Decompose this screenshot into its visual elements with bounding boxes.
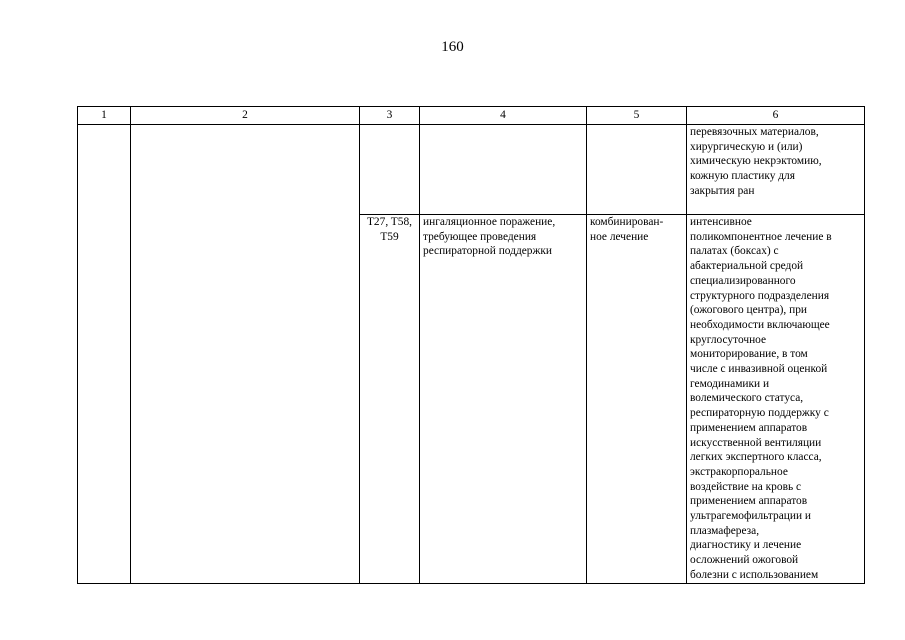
medical-care-table xyxy=(77,106,865,584)
text-line: T59 xyxy=(380,230,399,243)
text-line: ингаляционное поражение, xyxy=(423,216,556,228)
text-line: легких экспертного класса, xyxy=(690,451,822,464)
text-line: T27, T58, xyxy=(366,216,413,228)
text-line: волемического статуса, xyxy=(690,392,804,405)
text-line: (ожогового центра), при xyxy=(690,304,807,317)
text-line: ультрагемофильтрации и xyxy=(690,510,812,523)
text-line: числе с инвазивной оценкой xyxy=(690,363,828,376)
text-line: применением аппаратов xyxy=(690,495,808,508)
text-line: болезни с использованием xyxy=(690,568,819,581)
cell-patient-model xyxy=(420,215,587,584)
text-line: диагностику и лечение xyxy=(690,539,802,552)
text-line: химическую некрэктомию, xyxy=(690,155,822,168)
cell-treatment-type xyxy=(587,215,687,584)
cell-treatment-continued xyxy=(687,125,865,215)
text-line: требующее проведения xyxy=(423,230,537,243)
column-number-row xyxy=(78,107,865,125)
column-number-6: 6 xyxy=(687,107,865,125)
text-line: поликомпонентное лечение в xyxy=(690,230,832,243)
text-line: мониторирование, в том xyxy=(690,348,808,361)
text-line: абактериальной средой xyxy=(690,260,804,273)
text-line: респираторную поддержку с xyxy=(690,407,829,420)
column-number-2: 2 xyxy=(131,107,360,125)
text-line: хирургическую и (или) xyxy=(690,140,803,153)
cell-col3-empty xyxy=(360,125,420,215)
text-line: респираторной поддержки xyxy=(423,245,552,258)
text-line: структурного подразделения xyxy=(690,289,830,302)
text-line: необходимости включающее xyxy=(690,318,830,331)
text-line: круглосуточное xyxy=(690,333,767,346)
text-line: искусственной вентиляции xyxy=(690,436,822,449)
text-line: ное лечение xyxy=(590,230,649,243)
text-line: специализированного xyxy=(690,274,796,287)
text-line: кожную пластику для xyxy=(690,170,795,183)
table-row-continued xyxy=(78,125,865,215)
cell-icd-codes xyxy=(360,215,420,584)
text-line: осложнений ожоговой xyxy=(690,554,799,567)
page-number: 160 xyxy=(441,39,464,55)
cell-treatment-method xyxy=(687,215,865,584)
text-line: экстракорпоральное xyxy=(690,465,788,478)
column-number-3: 3 xyxy=(360,107,420,125)
text-line: плазмафереза, xyxy=(690,524,760,537)
text-line: применением аппаратов xyxy=(690,421,808,434)
text-line: интенсивное xyxy=(690,216,752,228)
text-line: комбинирован- xyxy=(590,216,664,228)
text-line: гемодинамики и xyxy=(690,377,770,390)
column-number-5: 5 xyxy=(587,107,687,125)
column-number-4: 4 xyxy=(420,107,587,125)
text-line: палатах (боксах) с xyxy=(690,245,779,258)
column-number-1: 1 xyxy=(78,107,131,125)
cell-col4-empty xyxy=(420,125,587,215)
cell-col2 xyxy=(131,125,360,584)
cell-col5-empty xyxy=(587,125,687,215)
text-line: перевязочных материалов, xyxy=(690,126,819,138)
text-line: воздействие на кровь с xyxy=(690,480,802,493)
cell-col1 xyxy=(78,125,131,584)
text-line: закрытия ран xyxy=(690,184,755,197)
